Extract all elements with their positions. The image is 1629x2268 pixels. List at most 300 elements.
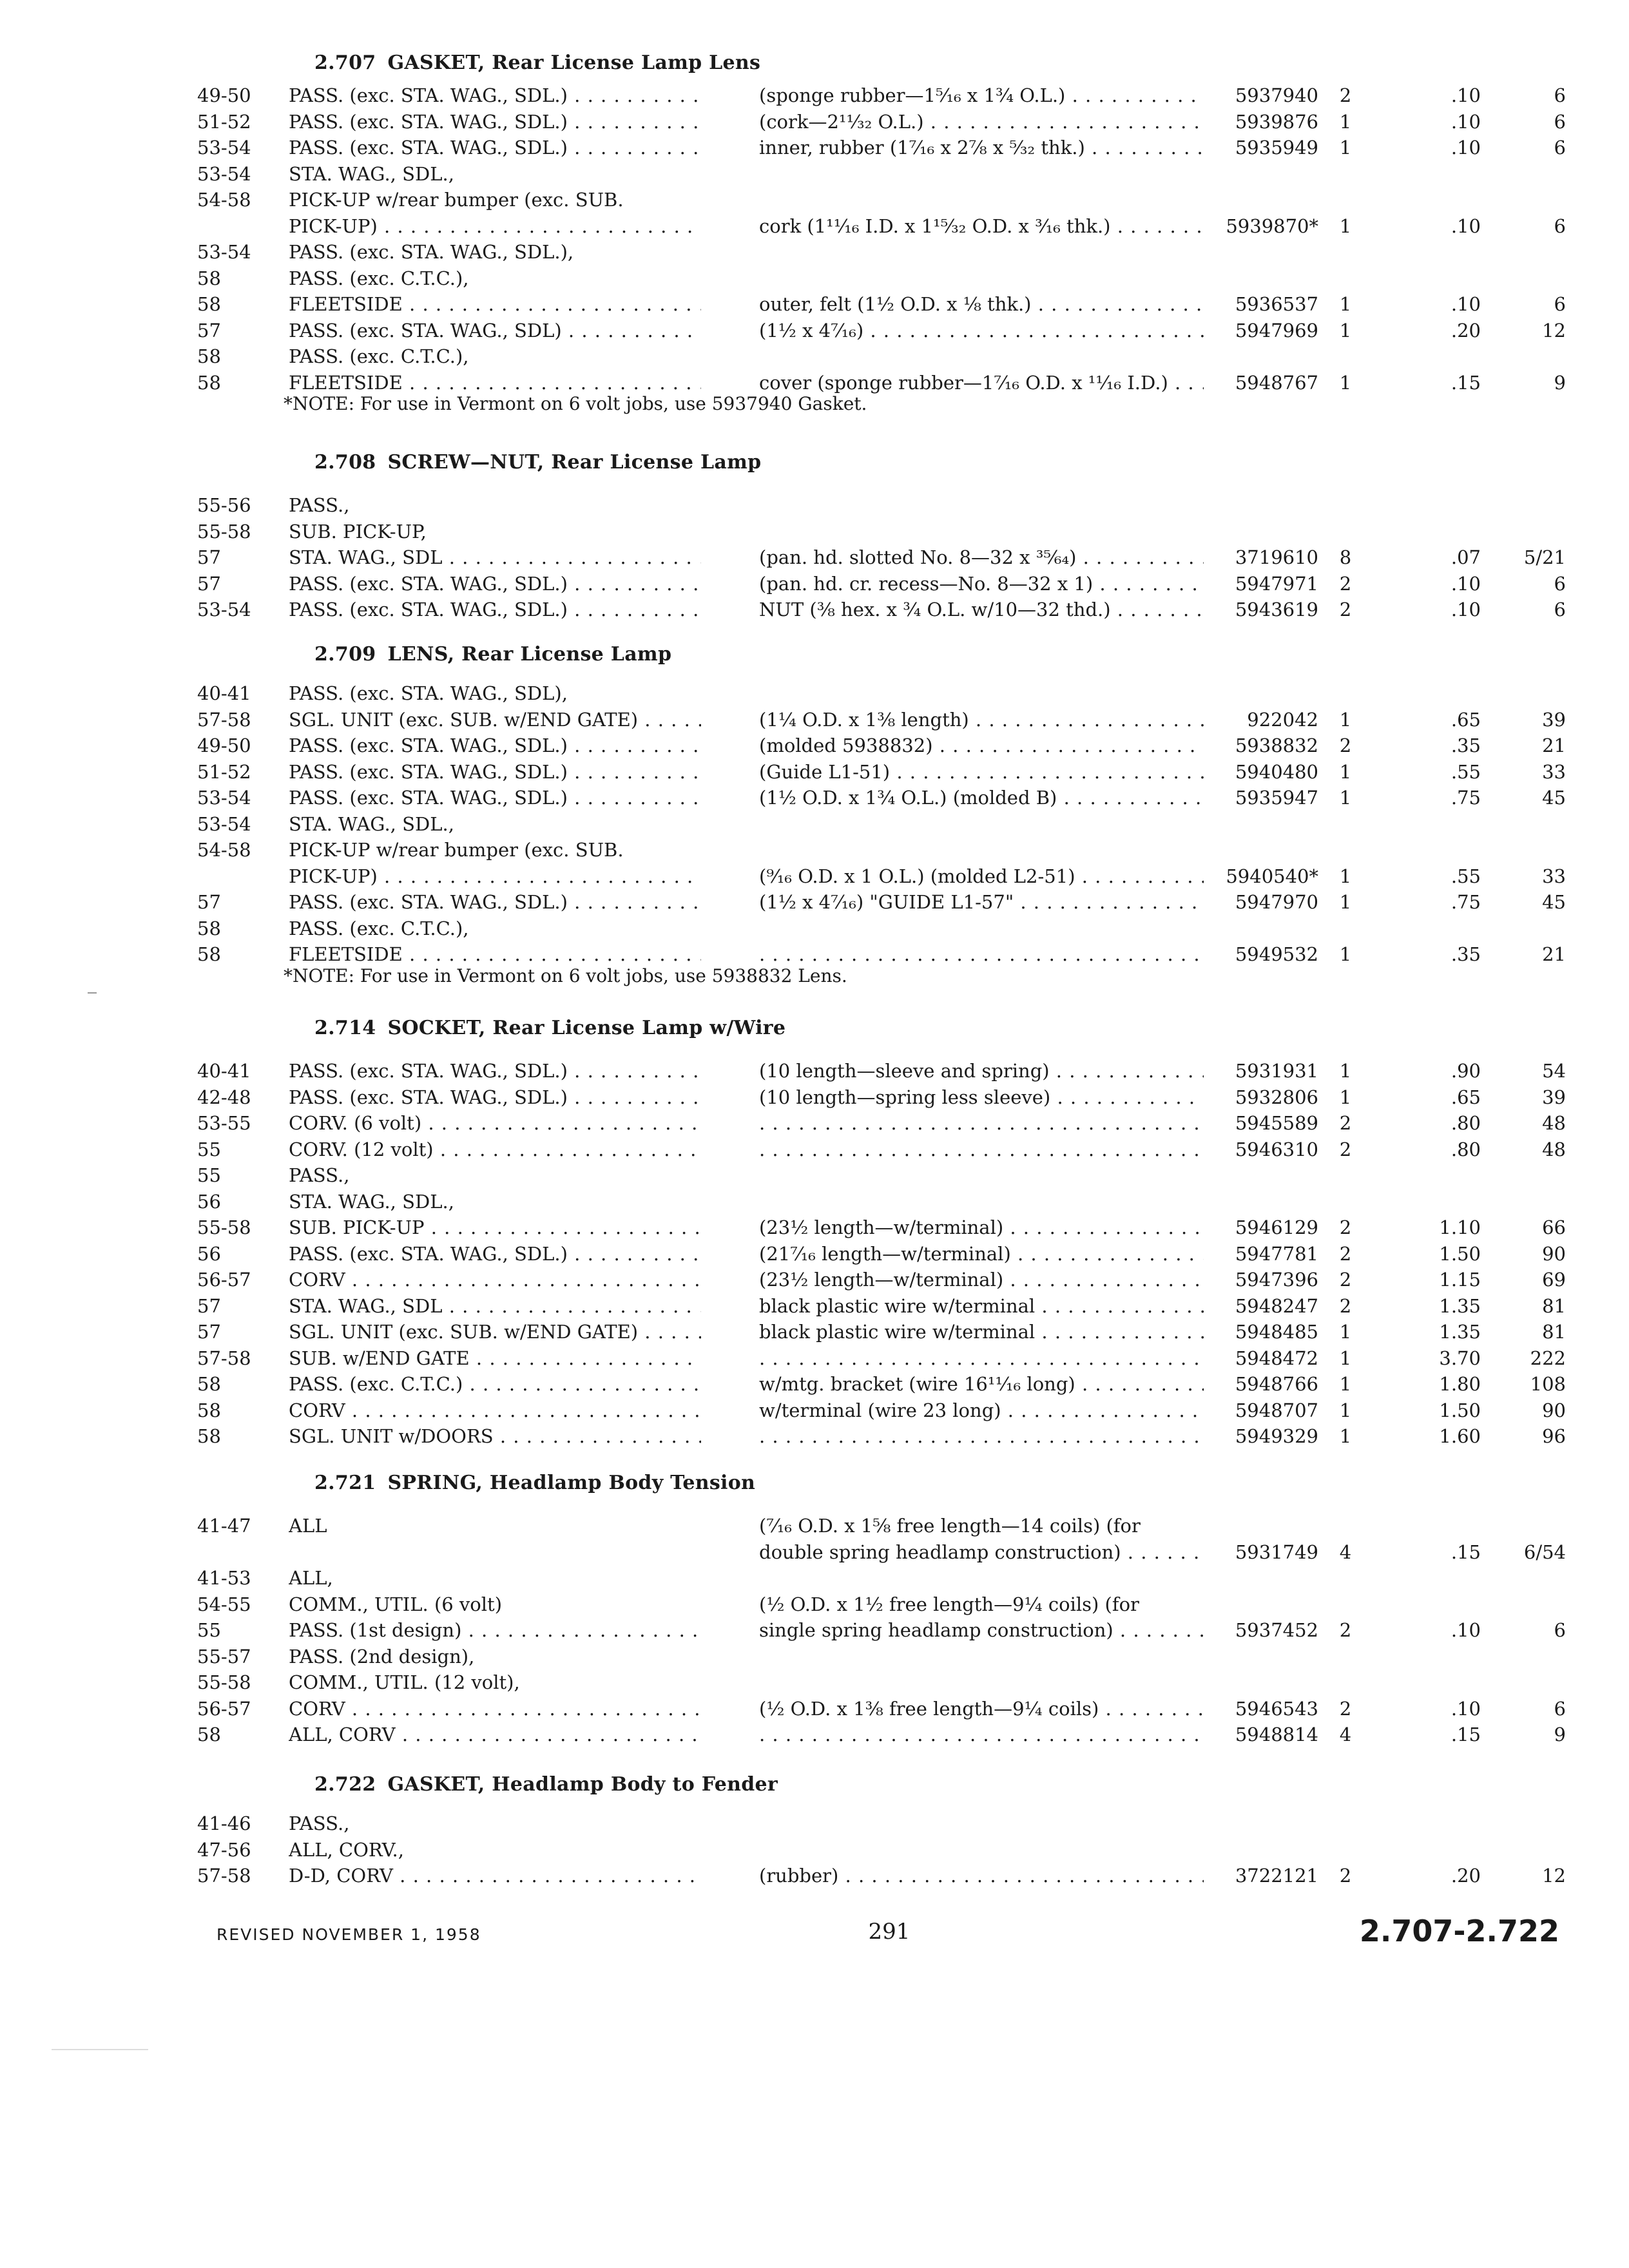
quantity-cell: 2	[1339, 735, 1352, 756]
model-year-cell: 55	[197, 1164, 221, 1186]
quantity-cell: 2	[1339, 1242, 1352, 1265]
application-cell: CORV . . .	[289, 1696, 701, 1722]
part-number-cell: 5948472	[1235, 1347, 1318, 1369]
section-heading	[314, 52, 760, 74]
model-year-cell: 57	[197, 319, 221, 341]
table-row	[0, 1837, 1629, 1863]
application-cell: PASS. (exc. STA. WAG., SDL.) . . .	[289, 889, 701, 915]
description-cell: (1½ x 4⁷⁄₁₆) . . .	[759, 318, 1204, 343]
description-cell: (21⁷⁄₁₆ length—w/terminal) . . .	[759, 1241, 1204, 1267]
model-year-cell: 53-54	[197, 812, 251, 835]
section-title: LENS, Rear License Lamp	[387, 643, 672, 666]
section-number: 2.708	[314, 451, 376, 474]
table-row	[0, 1539, 1629, 1565]
application-cell: PASS. (exc. STA. WAG., SDL),	[289, 682, 568, 704]
package-cell: 66	[1542, 1216, 1566, 1238]
package-cell: 21	[1542, 735, 1566, 756]
description-cell: (10 length—sleeve and spring) . . .	[759, 1058, 1204, 1084]
description-cell: double spring headlamp construction) . . .	[759, 1539, 1204, 1565]
package-cell: 12	[1542, 319, 1566, 341]
section-range: 2.707-2.722	[1359, 1914, 1559, 1948]
package-cell: 6	[1554, 137, 1566, 159]
application-cell: PASS. (exc. STA. WAG., SDL.) . . .	[289, 1241, 701, 1267]
page-number: 291	[868, 1919, 911, 1945]
price-cell: 1.50	[1439, 1242, 1481, 1265]
package-cell: 9	[1554, 371, 1566, 394]
part-number-cell: 5948247	[1235, 1294, 1318, 1317]
description-cell: single spring headlamp construction) . . .	[759, 1617, 1204, 1643]
application-cell: CORV. (12 volt) . . .	[289, 1137, 701, 1162]
quantity-cell: 2	[1339, 599, 1352, 620]
table-row	[0, 863, 1629, 889]
quantity-cell: 1	[1339, 708, 1352, 731]
part-number-cell: 3722121	[1235, 1865, 1318, 1887]
model-year-cell: 40-41	[197, 1060, 251, 1082]
model-year-cell: 51-52	[197, 760, 251, 783]
model-year-cell: 58	[197, 1425, 221, 1447]
part-number-cell: 5948767	[1235, 371, 1318, 394]
description-cell: (10 length—spring less sleeve) . . .	[759, 1084, 1204, 1110]
model-year-cell: 58	[197, 293, 221, 315]
model-year-cell: 55-58	[197, 1671, 251, 1693]
model-year-cell: 55-58	[197, 520, 251, 543]
application-cell: PASS. (exc. STA. WAG., SDL.) . . .	[289, 571, 701, 597]
price-cell: .07	[1451, 546, 1481, 568]
table-row	[0, 1669, 1629, 1695]
section-title: GASKET, Headlamp Body to Fender	[387, 1773, 778, 1796]
model-year-cell: 42-48	[197, 1086, 251, 1108]
quantity-cell: 2	[1339, 1697, 1352, 1720]
section-title: SCREW—NUT, Rear License Lamp	[387, 451, 762, 474]
model-year-cell: 58	[197, 1399, 221, 1421]
price-cell: .10	[1451, 215, 1481, 237]
price-cell: .15	[1451, 1724, 1481, 1745]
package-cell: 45	[1542, 891, 1566, 913]
part-number-cell: 5947969	[1235, 319, 1318, 341]
table-row	[0, 916, 1629, 941]
model-year-cell: 55	[197, 1138, 221, 1160]
description-cell: w/mtg. bracket (wire 16¹¹⁄₁₆ long) . . .	[759, 1371, 1204, 1397]
application-cell: PASS. (exc. STA. WAG., SDL.) . . .	[289, 785, 701, 811]
application-cell: PICK-UP w/rear bumper (exc. SUB.	[289, 839, 624, 861]
price-cell: .10	[1451, 84, 1481, 106]
application-cell: COMM., UTIL. (6 volt)	[289, 1593, 503, 1615]
quantity-cell: 1	[1339, 293, 1352, 315]
part-number-cell: 5948707	[1235, 1399, 1318, 1421]
model-year-cell: 53-54	[197, 787, 251, 809]
application-cell: SUB. w/END GATE . . .	[289, 1345, 701, 1371]
description-cell: (sponge rubber—1⁵⁄₁₆ x 1¾ O.L.) . . .	[759, 82, 1204, 108]
description-cell: (½ O.D. x 1⅜ free length—9¼ coils) . . .	[759, 1696, 1204, 1722]
application-cell: SGL. UNIT (exc. SUB. w/END GATE) . . .	[289, 1319, 701, 1345]
model-year-cell: 56	[197, 1242, 221, 1265]
price-cell: 3.70	[1439, 1347, 1481, 1369]
price-cell: 1.60	[1439, 1425, 1481, 1447]
table-row	[0, 1398, 1629, 1423]
table-row	[0, 1371, 1629, 1397]
part-number-cell: 5947971	[1235, 572, 1318, 595]
price-cell: .75	[1451, 787, 1481, 809]
quantity-cell: 1	[1339, 760, 1352, 783]
price-cell: .10	[1451, 1697, 1481, 1720]
table-row	[0, 370, 1629, 396]
price-cell: .10	[1451, 1619, 1481, 1641]
table-row	[0, 161, 1629, 187]
part-number-cell: 5939876	[1235, 110, 1318, 133]
table-row	[0, 343, 1629, 369]
part-number-cell: 5946543	[1235, 1697, 1318, 1720]
package-cell: 21	[1542, 943, 1566, 965]
table-row	[0, 1696, 1629, 1722]
package-cell: 69	[1542, 1269, 1566, 1291]
quantity-cell: 1	[1339, 1060, 1352, 1082]
table-row	[0, 1345, 1629, 1371]
package-cell: 6	[1554, 1697, 1566, 1720]
section-heading	[314, 1472, 755, 1494]
quantity-cell: 2	[1339, 84, 1352, 106]
price-cell: .10	[1451, 110, 1481, 133]
application-cell: STA. WAG., SDL.,	[289, 162, 454, 185]
application-cell: PASS.,	[289, 494, 350, 516]
model-year-cell: 54-58	[197, 839, 251, 861]
application-cell: CORV. (6 volt) . . .	[289, 1110, 701, 1136]
table-row	[0, 265, 1629, 291]
model-year-cell: 51-52	[197, 110, 251, 133]
table-row	[0, 544, 1629, 570]
model-year-cell: 57	[197, 572, 221, 595]
application-cell: PICK-UP w/rear bumper (exc. SUB.	[289, 189, 624, 211]
part-number-cell: 5948766	[1235, 1373, 1318, 1395]
package-cell: 12	[1542, 1865, 1566, 1887]
model-year-cell: 49-50	[197, 735, 251, 756]
model-year-cell: 58	[197, 267, 221, 289]
application-cell: PASS. (exc. STA. WAG., SDL.) . . .	[289, 597, 701, 622]
application-cell: PASS. (exc. STA. WAG., SDL.) . . .	[289, 135, 701, 160]
table-row	[0, 187, 1629, 213]
section-heading	[314, 1773, 778, 1796]
table-row	[0, 213, 1629, 239]
package-cell: 6	[1554, 215, 1566, 237]
section-title: SOCKET, Rear License Lamp w/Wire	[387, 1017, 786, 1039]
application-cell: PASS.,	[289, 1164, 350, 1186]
quantity-cell: 2	[1339, 1138, 1352, 1160]
package-cell: 222	[1530, 1347, 1566, 1369]
table-row	[0, 680, 1629, 706]
quantity-cell: 1	[1339, 1425, 1352, 1447]
model-year-cell: 58	[197, 917, 221, 939]
quantity-cell: 1	[1339, 1321, 1352, 1343]
quantity-cell: 2	[1339, 1294, 1352, 1317]
table-row	[0, 785, 1629, 811]
package-cell: 6	[1554, 1619, 1566, 1641]
part-number-cell: 5946129	[1235, 1216, 1318, 1238]
application-cell: PASS. (exc. STA. WAG., SDL.) . . .	[289, 109, 701, 135]
description-cell	[759, 1110, 1204, 1136]
quantity-cell: 1	[1339, 110, 1352, 133]
price-cell: .65	[1451, 1086, 1481, 1108]
section-heading	[314, 643, 671, 666]
application-cell: ALL,	[289, 1567, 333, 1589]
model-year-cell: 57-58	[197, 708, 251, 731]
model-year-cell: 41-47	[197, 1515, 251, 1537]
package-cell: 6	[1554, 572, 1566, 595]
price-cell: .20	[1451, 1865, 1481, 1887]
package-cell: 81	[1542, 1321, 1566, 1343]
description-cell: cover (sponge rubber—1⁷⁄₁₆ O.D. x ¹¹⁄₁₆ I.D.) . . .	[759, 370, 1204, 396]
price-cell: .55	[1451, 865, 1481, 887]
part-number-cell: 5943619	[1235, 599, 1318, 620]
table-row	[0, 1162, 1629, 1188]
application-cell: PICK-UP) . . .	[289, 863, 701, 889]
model-year-cell: 53-54	[197, 137, 251, 159]
quantity-cell: 1	[1339, 1086, 1352, 1108]
section-number: 2.721	[314, 1472, 376, 1494]
part-number-cell: 922042	[1247, 708, 1318, 731]
price-cell: 1.35	[1439, 1321, 1481, 1343]
model-year-cell: 53-55	[197, 1112, 251, 1134]
description-cell	[759, 1137, 1204, 1162]
part-number-cell: 5932806	[1235, 1086, 1318, 1108]
description-cell: (1½ x 4⁷⁄₁₆) "GUIDE L1-57" . . .	[759, 889, 1204, 915]
table-row	[0, 135, 1629, 160]
application-cell: STA. WAG., SDL.,	[289, 1190, 454, 1213]
table-row	[0, 318, 1629, 343]
price-cell: 1.80	[1439, 1373, 1481, 1395]
model-year-cell: 58	[197, 943, 221, 965]
description-cell: (1½ O.D. x 1¾ O.L.) (molded B) . . .	[759, 785, 1204, 811]
part-number-cell: 5939870*	[1226, 215, 1318, 237]
table-row	[0, 759, 1629, 785]
description-cell: outer, felt (1½ O.D. x ⅛ thk.) . . .	[759, 291, 1204, 317]
table-row	[0, 1565, 1629, 1591]
part-number-cell: 5937940	[1235, 84, 1318, 106]
description-cell: cork (1¹¹⁄₁₆ I.D. x 1¹⁵⁄₃₂ O.D. x ³⁄₁₆ thk.) . . .	[759, 213, 1204, 239]
description-cell: (½ O.D. x 1½ free length—9¼ coils) (for	[759, 1593, 1139, 1615]
model-year-cell: 55-57	[197, 1645, 251, 1667]
quantity-cell: 1	[1339, 865, 1352, 887]
application-cell: PICK-UP) . . .	[289, 213, 701, 239]
application-cell: SGL. UNIT (exc. SUB. w/END GATE) . . .	[289, 707, 701, 733]
description-cell: (1¼ O.D. x 1⅜ length) . . .	[759, 707, 1204, 733]
part-number-cell: 5935947	[1235, 787, 1318, 809]
package-cell: 33	[1542, 760, 1566, 783]
model-year-cell: 56-57	[197, 1269, 251, 1291]
table-row	[0, 1110, 1629, 1136]
model-year-cell: 56-57	[197, 1697, 251, 1720]
section-heading	[314, 451, 761, 474]
quantity-cell: 1	[1339, 891, 1352, 913]
description-cell	[759, 1345, 1204, 1371]
model-year-cell: 58	[197, 1373, 221, 1395]
model-year-cell: 54-55	[197, 1593, 251, 1615]
table-row	[0, 239, 1629, 265]
part-number-cell: 5940480	[1235, 760, 1318, 783]
quantity-cell: 4	[1339, 1724, 1352, 1745]
package-cell: 9	[1554, 1724, 1566, 1745]
description-cell: (⁹⁄₁₆ O.D. x 1 O.L.) (molded L2-51) . . .	[759, 863, 1204, 889]
application-cell: FLEETSIDE . . .	[289, 291, 701, 317]
section-title: GASKET, Rear License Lamp Lens	[387, 52, 761, 74]
model-year-cell: 47-56	[197, 1838, 251, 1861]
table-row	[0, 1241, 1629, 1267]
section-number: 2.707	[314, 52, 376, 74]
model-year-cell: 57	[197, 1294, 221, 1317]
part-number-cell: 5935949	[1235, 137, 1318, 159]
quantity-cell: 1	[1339, 1399, 1352, 1421]
quantity-cell: 1	[1339, 137, 1352, 159]
description-cell: (⁷⁄₁₆ O.D. x 1⅝ free length—14 coils) (for	[759, 1515, 1141, 1537]
package-cell: 33	[1542, 865, 1566, 887]
table-row	[0, 1137, 1629, 1162]
application-cell: STA. WAG., SDL . . .	[289, 1293, 701, 1319]
price-cell: .15	[1451, 1541, 1481, 1563]
price-cell: .90	[1451, 1060, 1481, 1082]
table-row	[0, 597, 1629, 622]
price-cell: .65	[1451, 708, 1481, 731]
model-year-cell: 58	[197, 345, 221, 367]
application-cell: PASS. (exc. STA. WAG., SDL.) . . .	[289, 759, 701, 785]
margin-mark	[88, 992, 97, 994]
package-cell: 108	[1530, 1373, 1566, 1395]
package-cell: 39	[1542, 1086, 1566, 1108]
application-cell: FLEETSIDE . . .	[289, 370, 701, 396]
section-number: 2.714	[314, 1017, 376, 1039]
margin-mark	[52, 2049, 148, 2050]
table-row	[0, 837, 1629, 863]
package-cell: 96	[1542, 1425, 1566, 1447]
table-row	[0, 1319, 1629, 1345]
price-cell: .10	[1451, 137, 1481, 159]
quantity-cell: 2	[1339, 572, 1352, 595]
part-number-cell: 5949532	[1235, 943, 1318, 965]
package-cell: 45	[1542, 787, 1566, 809]
part-number-cell: 5938832	[1235, 735, 1318, 756]
section-title: SPRING, Headlamp Body Tension	[387, 1472, 756, 1494]
model-year-cell: 53-54	[197, 162, 251, 185]
price-cell: 1.50	[1439, 1399, 1481, 1421]
table-row	[0, 1084, 1629, 1110]
table-row	[0, 1293, 1629, 1319]
package-cell: 6/54	[1523, 1541, 1566, 1563]
quantity-cell: 2	[1339, 1112, 1352, 1134]
description-cell: black plastic wire w/terminal . . .	[759, 1319, 1204, 1345]
table-row	[0, 109, 1629, 135]
model-year-cell: 53-54	[197, 599, 251, 620]
price-cell: 1.10	[1439, 1216, 1481, 1238]
table-row	[0, 811, 1629, 837]
table-row	[0, 1617, 1629, 1643]
part-number-cell: 5946310	[1235, 1138, 1318, 1160]
table-row	[0, 571, 1629, 597]
table-row	[0, 941, 1629, 967]
table-row	[0, 1644, 1629, 1669]
package-cell: 6	[1554, 293, 1566, 315]
table-row	[0, 1722, 1629, 1747]
part-number-cell: 5949329	[1235, 1425, 1318, 1447]
part-number-cell: 3719610	[1235, 546, 1318, 568]
table-row	[0, 1423, 1629, 1449]
application-cell: PASS. (exc. C.T.C.),	[289, 917, 469, 939]
part-number-cell: 5931931	[1235, 1060, 1318, 1082]
price-cell: .10	[1451, 572, 1481, 595]
price-cell: .80	[1451, 1112, 1481, 1134]
description-cell: (rubber) . . .	[759, 1863, 1204, 1888]
model-year-cell: 57-58	[197, 1865, 251, 1887]
table-row	[0, 492, 1629, 518]
application-cell: CORV . . .	[289, 1267, 701, 1293]
package-cell: 6	[1554, 110, 1566, 133]
application-cell: CORV . . .	[289, 1398, 701, 1423]
model-year-cell: 53-54	[197, 241, 251, 263]
quantity-cell: 1	[1339, 371, 1352, 394]
application-cell: STA. WAG., SDL.,	[289, 812, 454, 835]
model-year-cell: 55	[197, 1619, 221, 1641]
part-number-cell: 5940540*	[1226, 865, 1318, 887]
quantity-cell: 2	[1339, 1619, 1352, 1641]
table-row	[0, 1591, 1629, 1617]
price-cell: 1.35	[1439, 1294, 1481, 1317]
table-row	[0, 1863, 1629, 1888]
model-year-cell: 58	[197, 1724, 221, 1745]
table-row	[0, 519, 1629, 544]
package-cell: 5/21	[1523, 546, 1566, 568]
description-cell: w/terminal (wire 23 long) . . .	[759, 1398, 1204, 1423]
table-row	[0, 1215, 1629, 1240]
application-cell: D-D, CORV . . .	[289, 1863, 701, 1888]
application-cell: PASS. (exc. STA. WAG., SDL.) . . .	[289, 1084, 701, 1110]
model-year-cell: 57	[197, 891, 221, 913]
quantity-cell: 8	[1339, 546, 1352, 568]
quantity-cell: 2	[1339, 1865, 1352, 1887]
model-year-cell: 57-58	[197, 1347, 251, 1369]
package-cell: 81	[1542, 1294, 1566, 1317]
table-row	[0, 1189, 1629, 1215]
part-number-cell: 5948485	[1235, 1321, 1318, 1343]
model-year-cell: 54-58	[197, 189, 251, 211]
price-cell: .10	[1451, 599, 1481, 620]
description-cell	[759, 1722, 1204, 1747]
part-number-cell: 5937452	[1235, 1619, 1318, 1641]
description-cell	[759, 941, 1204, 967]
price-cell: .15	[1451, 371, 1481, 394]
model-year-cell: 40-41	[197, 682, 251, 704]
application-cell: SUB. PICK-UP . . .	[289, 1215, 701, 1240]
price-cell: .10	[1451, 293, 1481, 315]
package-cell: 90	[1542, 1399, 1566, 1421]
application-cell: STA. WAG., SDL . . .	[289, 544, 701, 570]
description-cell: (Guide L1-51) . . .	[759, 759, 1204, 785]
section-heading	[314, 1017, 786, 1039]
application-cell: COMM., UTIL. (12 volt),	[289, 1671, 520, 1693]
application-cell: PASS. (exc. STA. WAG., SDL.) . . .	[289, 1058, 701, 1084]
application-cell: PASS. (exc. STA. WAG., SDL.) . . .	[289, 82, 701, 108]
application-cell: ALL, CORV . . .	[289, 1722, 701, 1747]
model-year-cell: 56	[197, 1190, 221, 1213]
quantity-cell: 1	[1339, 1347, 1352, 1369]
package-cell: 6	[1554, 84, 1566, 106]
price-cell: .35	[1451, 735, 1481, 756]
table-row	[0, 82, 1629, 108]
table-row	[0, 707, 1629, 733]
package-cell: 48	[1542, 1138, 1566, 1160]
application-cell: PASS. (2nd design),	[289, 1645, 475, 1667]
section-note: *NOTE: For use in Vermont on 6 volt jobs, use 5937940 Gasket.	[284, 393, 867, 414]
model-year-cell: 55-58	[197, 1216, 251, 1238]
application-cell: ALL	[289, 1515, 327, 1537]
model-year-cell: 58	[197, 371, 221, 394]
application-cell: PASS. (exc. STA. WAG., SDL.),	[289, 241, 574, 263]
package-cell: 6	[1554, 599, 1566, 620]
